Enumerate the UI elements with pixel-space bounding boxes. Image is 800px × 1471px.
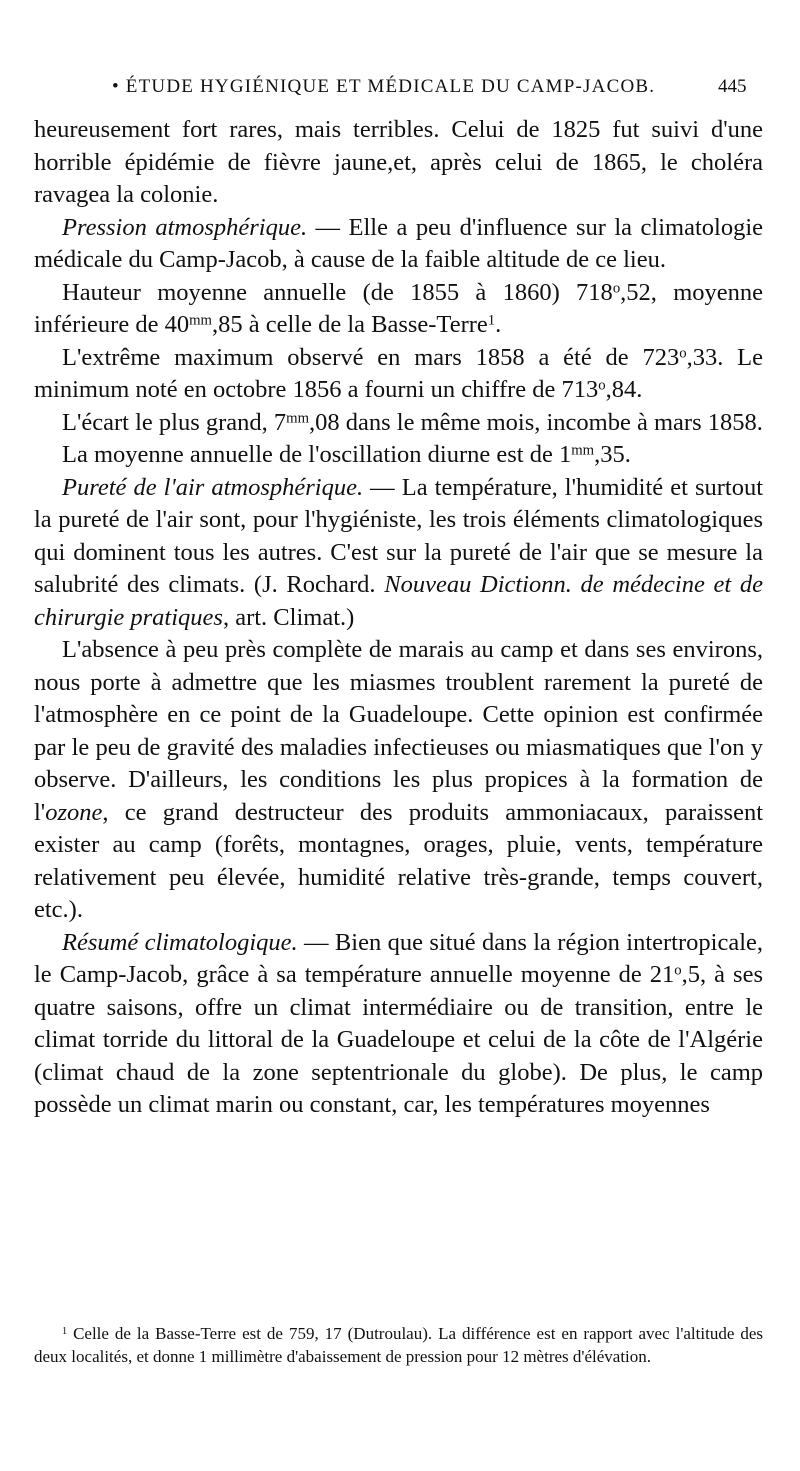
main-text xyxy=(34,114,763,1122)
page-header xyxy=(0,76,800,110)
superscript: o xyxy=(598,377,606,394)
superscript: mm xyxy=(189,312,212,329)
section-title-pression: Pression atmosphérique. xyxy=(62,213,308,241)
text-run: Hauteur moyenne annuelle (de 1855 à 1860) 718 xyxy=(62,278,613,306)
text-run: L'écart le plus grand, 7 xyxy=(62,408,287,436)
text-run: ,33. Le minimum noté en octobre 1856 a fourni un chiffre de 713 xyxy=(34,343,764,403)
running-head: • ÉTUDE HYGIÉNIQUE ET MÉDICALE DU CAMP-JACOB. xyxy=(112,76,656,97)
text-run: ,84. xyxy=(605,376,643,403)
text-run: , art. Climat.) xyxy=(222,603,355,631)
footnote-ref: 1 xyxy=(487,312,496,329)
paragraph-text: heureusement fort rares, mais terribles. Celui de 1825 fut suivi d'une horrible épidémie de fièvre jaune,et, après celui de 1865, le choléra ravagea la colonie. xyxy=(34,116,763,208)
text-run: ,5, à ses quatre saisons, offre un climat intermédiaire ou de transition, entre le climat torride du littoral de la Guadeloupe et celui de la côte de l'Algérie (climat chaud de la zone septentrionale du globe). De plus, le camp possède un climat marin ou constant, car, les températures moyennes xyxy=(34,961,763,1118)
superscript: o xyxy=(679,345,687,362)
superscript: mm xyxy=(571,442,595,459)
text-run: . xyxy=(495,311,502,338)
paragraph-marais xyxy=(34,634,763,927)
section-title-resume: Résumé climatologique. xyxy=(62,928,298,956)
citation-title: Nouveau Dictionn. de médecine et de chirurgie pratiques xyxy=(34,571,763,631)
paragraph-pression xyxy=(34,212,763,277)
text-run: ,52, moyenne inférieure de 40 xyxy=(34,278,764,338)
superscript: mm xyxy=(286,410,310,427)
emphasis-ozone: ozone xyxy=(45,798,103,826)
paragraph-ecart xyxy=(34,407,763,440)
paragraph-extremes xyxy=(34,342,763,407)
text-run: ,85 à celle de la Basse-Terre xyxy=(211,311,488,338)
superscript: o xyxy=(674,962,682,979)
text-run: , ce grand destructeur des produits ammoniacaux, paraissent exister au camp (forêts, montagnes, orages, pluie, vents, température relativement peu élevée, humidité relative très-grande, temps couvert, etc.). xyxy=(34,798,763,923)
footnote-text: Celle de la Basse-Terre est de 759, 17 (Dutroulau). La différence est en rapport avec l'altitude des deux localités, et donne 1 millimètre d'abaissement de pression pour 12 mètres d'élévation. xyxy=(34,1324,763,1366)
paragraph-oscillation xyxy=(34,439,763,472)
footnote xyxy=(34,1323,763,1368)
page-number: 445 xyxy=(718,76,747,97)
paragraph-resume xyxy=(34,927,763,1122)
footnote-marker: 1 xyxy=(62,1325,68,1337)
footnote-paragraph xyxy=(34,1323,763,1368)
section-title-purete: Pureté de l'air atmosphérique. xyxy=(62,473,364,501)
paragraph-text: — Elle a peu d'influence sur la climatologie médicale du Camp-Jacob, à cause de la faible altitude de ce lieu. xyxy=(34,213,763,273)
text-run: L'absence à peu près complète de marais au camp et dans ses environs, nous porte à admettre que les miasmes troublent rarement la pureté de l'atmosphère en ce point de la Guadeloupe. Cette opinion est confirmée par le peu de gravité des maladies infectieuses ou miasmatiques que l'on y observe. D'ailleurs, les conditions les plus propices à la formation de l' xyxy=(34,636,763,826)
paragraph-cholera xyxy=(34,114,763,212)
text-run: ,08 dans le même mois, incombe à mars 1858. xyxy=(309,408,763,436)
text-run: — Bien que situé dans la région intertropicale, le Camp-Jacob, grâce à sa température annuelle moyenne de 21 xyxy=(34,928,763,988)
paragraph-hauteur xyxy=(34,277,763,342)
paragraph-purete xyxy=(34,472,763,635)
text-run: La moyenne annuelle de l'oscillation diurne est de 1 xyxy=(62,441,572,468)
text-run: ,35. xyxy=(594,441,631,468)
text-run: — La température, l'humidité et surtout la pureté de l'air sont, pour l'hygiéniste, les trois éléments climatologiques qui dominent tous les autres. C'est sur la pureté de l'air que se mesure la salubrité des climats. (J. Rochard. xyxy=(34,473,763,598)
text-run: L'extrême maximum observé en mars 1858 a été de 723 xyxy=(62,343,680,371)
superscript: o xyxy=(612,280,621,297)
